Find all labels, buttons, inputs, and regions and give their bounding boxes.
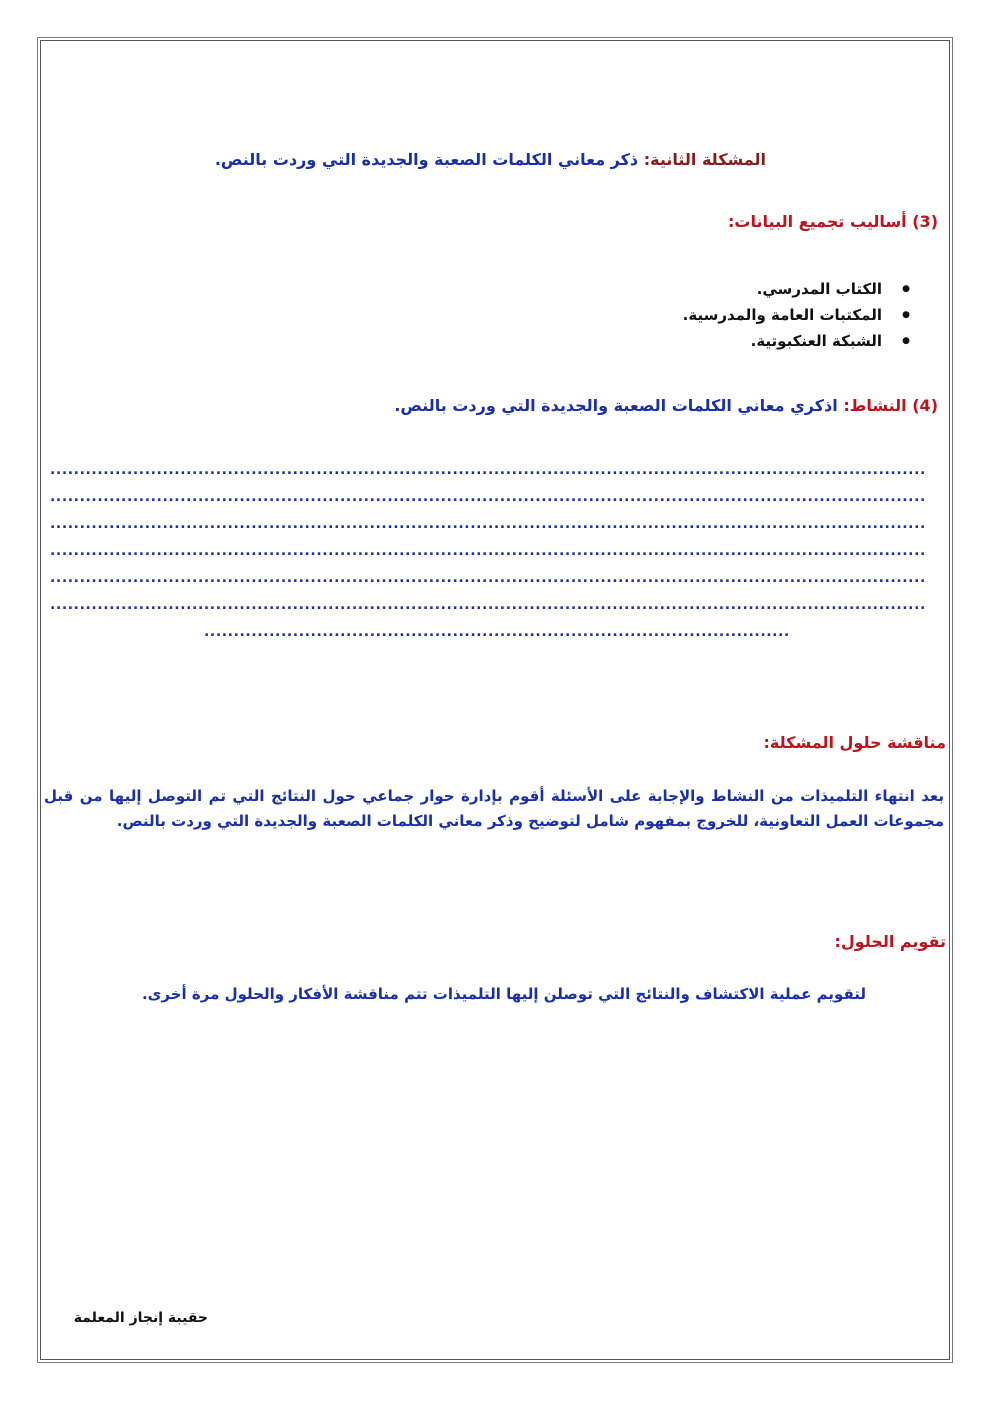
answer-line[interactable]: ................................................................................................... xyxy=(204,624,790,640)
answer-line[interactable]: .................................................................................................................................................... xyxy=(50,570,926,586)
page-border xyxy=(40,40,950,1360)
problem-2-label: المشكلة الثانية: xyxy=(643,150,766,169)
answer-line[interactable]: .................................................................................................................................................... xyxy=(50,597,926,613)
problem-2-text: ذكر معاني الكلمات الصعبة والجديدة التي وردت بالنص. xyxy=(214,150,639,169)
answer-line[interactable]: .................................................................................................................................................... xyxy=(50,543,926,559)
activity-statement xyxy=(394,396,938,415)
answer-line[interactable]: .................................................................................................................................................... xyxy=(50,489,926,505)
footer-text: حقيبة إنجاز المعلمة xyxy=(73,1310,208,1326)
list-item: ● المكتبات العامة والمدرسية. xyxy=(683,302,882,328)
problem-2-statement xyxy=(215,150,766,169)
list-item: ● الشبكة العنكبوتية. xyxy=(683,328,882,354)
answer-line[interactable]: .................................................................................................................................................... xyxy=(50,516,926,532)
methods-list xyxy=(683,276,882,354)
methods-heading: (3) أساليب تجميع البيانات: xyxy=(728,212,938,231)
activity-text: اذكري معاني الكلمات الصعبة والجديدة التي وردت بالنص. xyxy=(394,396,838,415)
discussion-heading: مناقشة حلول المشكلة: xyxy=(763,733,946,752)
list-item: ● الكتاب المدرسي. xyxy=(683,276,882,302)
activity-number: (4) xyxy=(912,396,938,415)
evaluation-body: لتقويم عملية الاكتشاف والنتائج التي توصلن إليها التلميذات تتم مناقشة الأفكار والحلول مرة أخرى. xyxy=(141,985,866,1003)
answer-line[interactable]: .................................................................................................................................................... xyxy=(50,462,926,478)
activity-label: النشاط: xyxy=(843,396,907,415)
discussion-body: بعد انتهاء التلميذات من النشاط والإجابة على الأسئلة أقوم بإدارة حوار جماعي حول النتائج التي تم التوصل إليها من قبل مجموعات العمل التعاونية، للخروج بمفهوم شامل لتوضيح وذكر معاني الكلمات الصعبة والجديدة التي وردت بالنص. xyxy=(44,787,944,830)
evaluation-heading: تقويم الحلول: xyxy=(834,932,946,951)
